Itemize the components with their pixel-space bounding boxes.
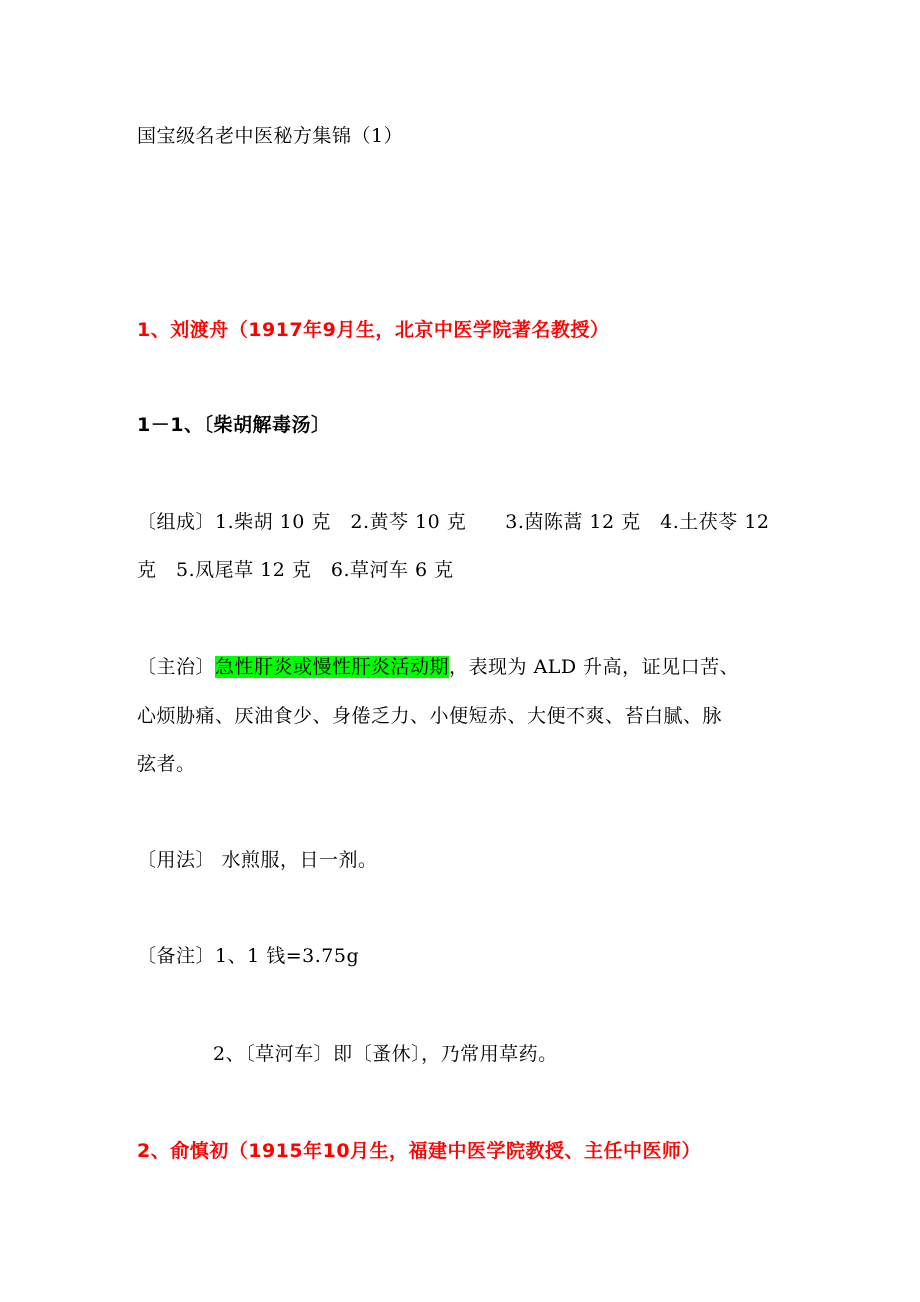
composition-line-1: 〔组成〕1.柴胡 10 克 2.黄芩 10 克 3.茵陈蒿 12 克 4.土茯苓 12 xyxy=(137,511,770,533)
indication-line-2: 心烦胁痛、厌油食少、身倦乏力、小便短赤、大便不爽、苔白腻、脉 xyxy=(137,705,723,727)
indication-line-3: 弦者。 xyxy=(137,753,196,775)
indication-highlight: 急性肝炎或慢性肝炎活动期 xyxy=(215,656,450,678)
section-heading-liu-duzhou: 1、刘渡舟（1917年9月生，北京中医学院著名教授） xyxy=(137,319,610,341)
indication-rest: ，表现为 ALD 升高，证见口苦、 xyxy=(449,656,740,678)
indication-label: 〔主治〕 xyxy=(137,656,216,678)
indication-line-1 xyxy=(137,655,739,679)
section-heading-yu-shenchu: 2、俞慎初（1915年10月生，福建中医学院教授、主任中医师） xyxy=(137,1140,702,1162)
usage-line: 〔用法〕 水煎服，日一剂。 xyxy=(137,849,378,871)
document-title: 国宝级名老中医秘方集锦（1） xyxy=(137,125,404,147)
notes-line-2: 2、〔草河车〕即〔蚤休〕，乃常用草药。 xyxy=(213,1043,558,1065)
composition-line-2: 克 5.凤尾草 12 克 6.草河车 6 克 xyxy=(137,559,454,581)
notes-line-1: 〔备注〕1、1 钱=3.75g xyxy=(137,945,360,967)
recipe-heading-chaihu-jiedu-tang: 1－1、〔柴胡解毒汤〕 xyxy=(137,414,331,436)
